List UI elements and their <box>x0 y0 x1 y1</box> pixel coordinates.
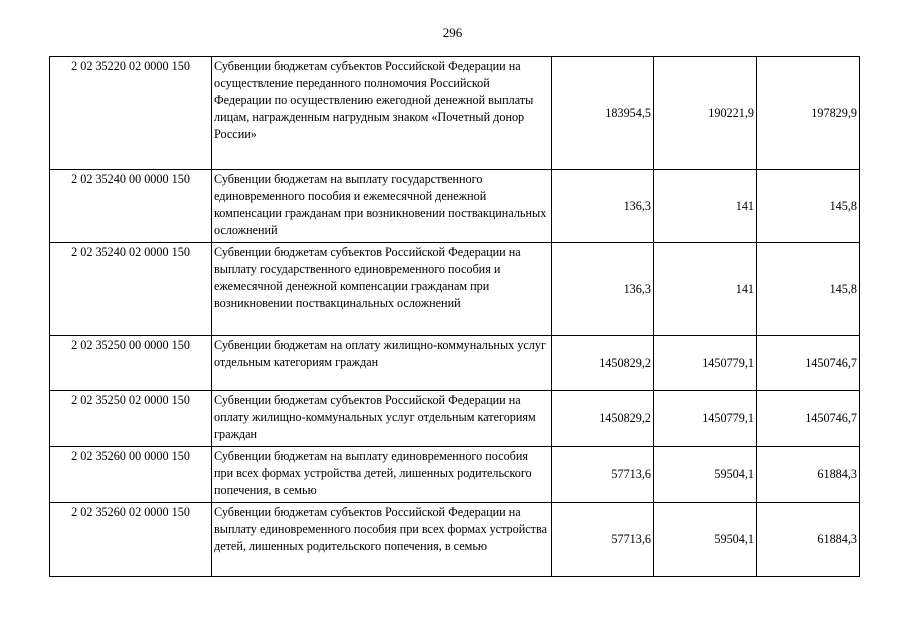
amount-cell-year-3: 1450746,7 <box>757 391 860 447</box>
amount-cell-year-3: 61884,3 <box>757 447 860 503</box>
amount-cell-year-2: 59504,1 <box>654 503 757 577</box>
table-row <box>50 336 860 391</box>
amount-cell-year-2: 1450779,1 <box>654 391 757 447</box>
amount-cell-year-2: 59504,1 <box>654 447 757 503</box>
budget-revenue-table <box>49 56 860 577</box>
budget-code-cell: 2 02 35250 02 0000 150 <box>50 391 212 447</box>
amount-cell-year-2: 190221,9 <box>654 57 757 170</box>
amount-cell-year-1: 1450829,2 <box>552 391 654 447</box>
description-cell: Субвенции бюджетам на выплату единовременного пособия при всех формах устройства детей, лишенных родительского попечения, в семью <box>212 447 552 503</box>
amount-cell-year-1: 57713,6 <box>552 503 654 577</box>
budget-code-cell: 2 02 35260 00 0000 150 <box>50 447 212 503</box>
description-cell: Субвенции бюджетам на выплату государственного единовременного пособия и ежемесячной денежной компенсации гражданам при возникновении поствакцинальных осложнений <box>212 170 552 243</box>
amount-cell-year-3: 197829,9 <box>757 57 860 170</box>
description-cell: Субвенции бюджетам на оплату жилищно-коммунальных услуг отдельным категориям граждан <box>212 336 552 391</box>
amount-cell-year-1: 136,3 <box>552 243 654 336</box>
budget-code-cell: 2 02 35240 00 0000 150 <box>50 170 212 243</box>
table-row <box>50 170 860 243</box>
description-cell: Субвенции бюджетам субъектов Российской Федерации на выплату единовременного пособия при всех формах устройства детей, лишенных родительского попечения, в семью <box>212 503 552 577</box>
table-row <box>50 503 860 577</box>
budget-code-cell: 2 02 35260 02 0000 150 <box>50 503 212 577</box>
amount-cell-year-3: 145,8 <box>757 170 860 243</box>
amount-cell-year-1: 57713,6 <box>552 447 654 503</box>
budget-code-cell: 2 02 35220 02 0000 150 <box>50 57 212 170</box>
amount-cell-year-3: 145,8 <box>757 243 860 336</box>
amount-cell-year-2: 141 <box>654 243 757 336</box>
amount-cell-year-3: 1450746,7 <box>757 336 860 391</box>
budget-code-cell: 2 02 35240 02 0000 150 <box>50 243 212 336</box>
amount-cell-year-3: 61884,3 <box>757 503 860 577</box>
page-number: 296 <box>442 25 463 40</box>
description-cell: Субвенции бюджетам субъектов Российской Федерации на оплату жилищно-коммунальных услуг отдельным категориям граждан <box>212 391 552 447</box>
amount-cell-year-2: 141 <box>654 170 757 243</box>
table-row <box>50 243 860 336</box>
amount-cell-year-1: 1450829,2 <box>552 336 654 391</box>
amount-cell-year-1: 183954,5 <box>552 57 654 170</box>
table-row <box>50 57 860 170</box>
description-cell: Субвенции бюджетам субъектов Российской Федерации на осуществление переданного полномочия Российской Федерации по осуществлению ежегодной денежной выплаты лицам, награжденным нагрудным знаком «Почетный донор России» <box>212 57 552 170</box>
amount-cell-year-2: 1450779,1 <box>654 336 757 391</box>
amount-cell-year-1: 136,3 <box>552 170 654 243</box>
table-row <box>50 391 860 447</box>
table-row <box>50 447 860 503</box>
description-cell: Субвенции бюджетам субъектов Российской Федерации на выплату государственного единовременного пособия и ежемесячной денежной компенсации гражданам при возникновении поствакцинальных осложнений <box>212 243 552 336</box>
budget-code-cell: 2 02 35250 00 0000 150 <box>50 336 212 391</box>
